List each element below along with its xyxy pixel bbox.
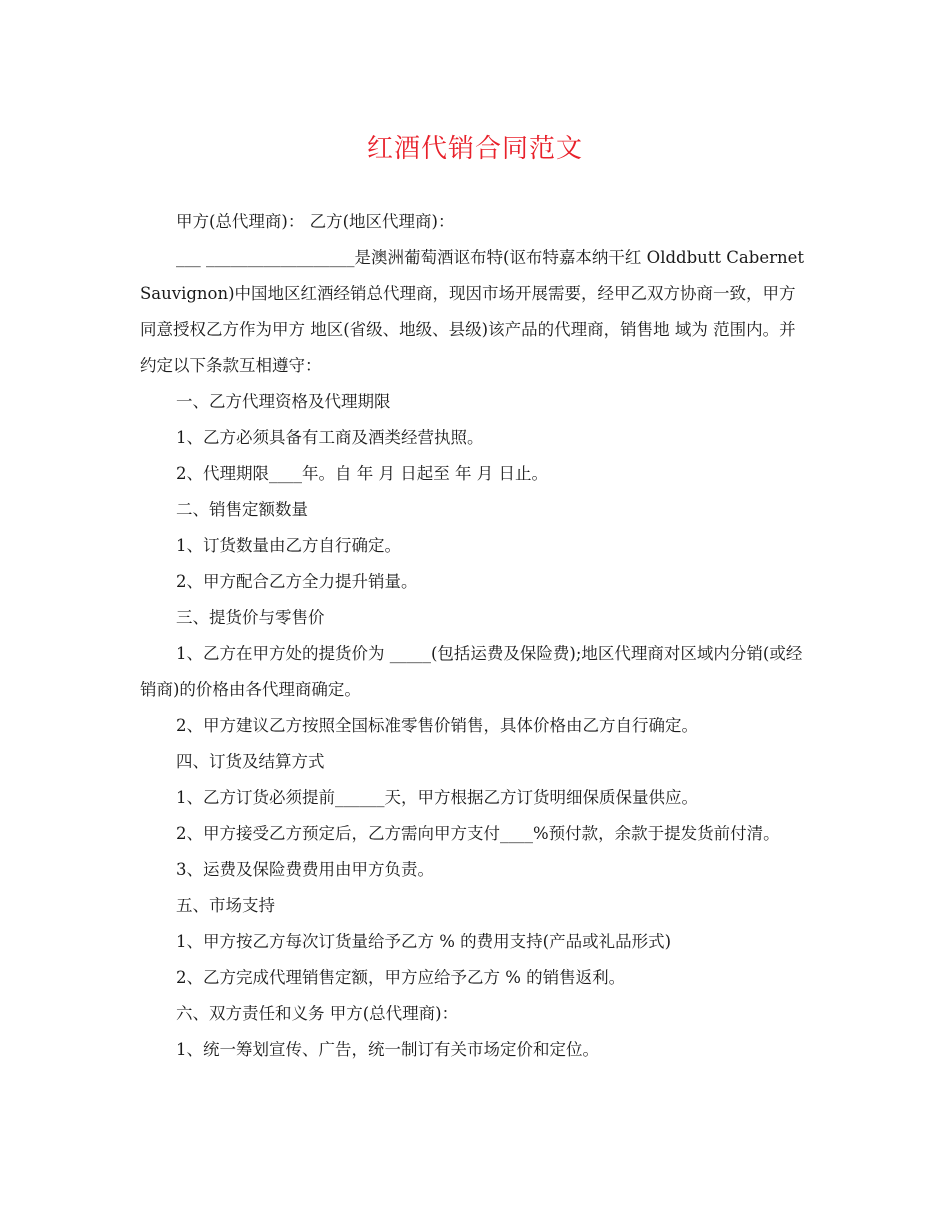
section-heading-3: 三、提货价与零售价 (176, 608, 325, 627)
clause-1-2: 2、代理期限____年。自 年 月 日起至 年 月 日止。 (176, 464, 548, 483)
clause-3-1: 1、乙方在甲方处的提货价为 _____(包括运费及保险费);地区代理商对区域内分销(或经销商)的价格由各代理商确定。 (140, 644, 803, 699)
clause-6-1: 1、统一筹划宣传、广告，统一制订有关市场定价和定位。 (176, 1040, 599, 1059)
clause-2-2: 2、甲方配合乙方全力提升销量。 (176, 572, 418, 591)
section-heading-1: 一、乙方代理资格及代理期限 (176, 392, 391, 411)
clause-4-2: 2、甲方接受乙方预定后，乙方需向甲方支付____%预付款，余款于提发货前付清。 (176, 824, 780, 843)
document-body (140, 204, 812, 1068)
clause-4-1: 1、乙方订货必须提前______天，甲方根据乙方订货明细保质保量供应。 (176, 788, 698, 807)
section-heading-4: 四、订货及结算方式 (176, 752, 325, 771)
clause-2-1: 1、订货数量由乙方自行确定。 (176, 536, 401, 555)
clause-1-1: 1、乙方必须具备有工商及酒类经营执照。 (176, 428, 484, 447)
clause-4-3: 3、运费及保险费费用由甲方负责。 (176, 860, 434, 879)
parties-line: 甲方(总代理商)： 乙方(地区代理商)： (176, 212, 455, 231)
document-title: 红酒代销合同范文 (366, 134, 583, 164)
section-heading-2: 二、销售定额数量 (176, 500, 308, 519)
clause-3-2: 2、甲方建议乙方按照全国标准零售价销售，具体价格由乙方自行确定。 (176, 716, 698, 735)
preamble-paragraph: ___ __________________是澳洲葡萄酒讴布特(讴布特嘉本纳干红 Olddbutt Cabernet Sauvignon)中国地区红酒经销总代理商，现因市场开展需要，经甲乙双方协商一致，甲方同意授权乙方作为甲方 地区(省级、地级、县级)该产品的代理商，销售地 域为 范围内。并约定以下条款互相遵守： (140, 248, 810, 375)
section-heading-5: 五、市场支持 (176, 896, 275, 915)
section-heading-6: 六、双方责任和义务 甲方(总代理商)： (176, 1004, 459, 1023)
clause-5-1: 1、甲方按乙方每次订货量给予乙方 % 的费用支持(产品或礼品形式) (176, 932, 672, 951)
clause-5-2: 2、乙方完成代理销售定额，甲方应给予乙方 % 的销售返利。 (176, 968, 626, 987)
